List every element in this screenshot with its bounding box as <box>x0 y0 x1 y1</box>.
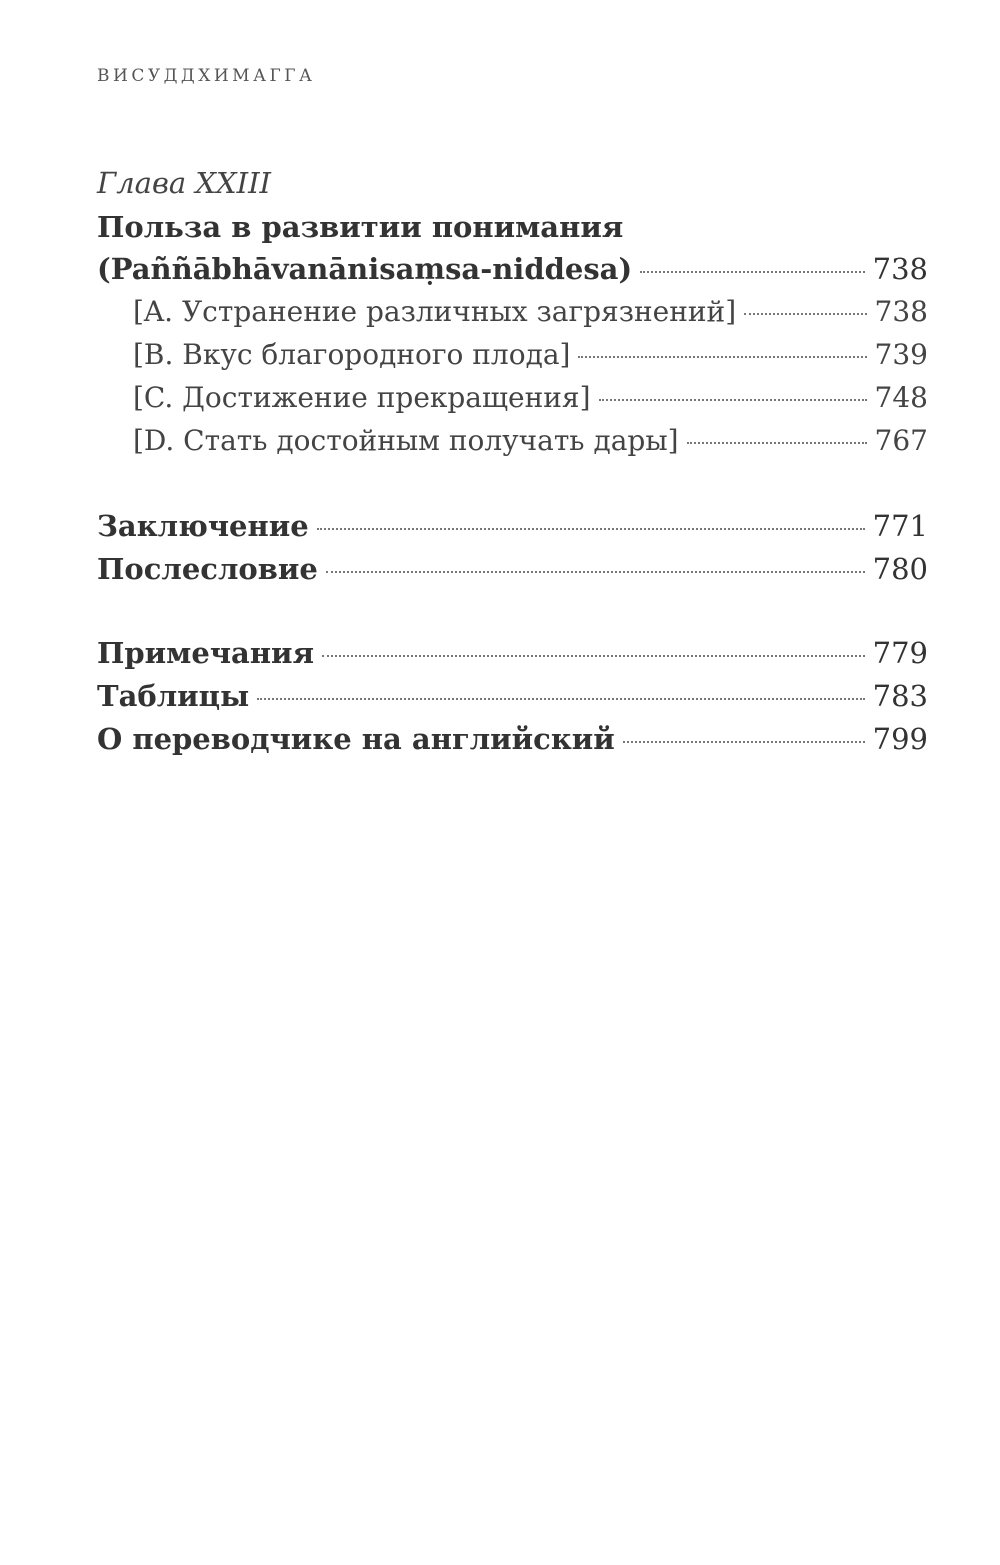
toc-entry-label: Таблицы <box>97 679 250 713</box>
toc-page-number: 739 <box>874 338 928 371</box>
toc-page-number: 771 <box>872 509 928 543</box>
toc-entry-label: [A. Устранение различных загрязнений] <box>133 295 737 328</box>
toc-entry-tables[interactable] <box>97 679 928 719</box>
toc-page-number: 780 <box>872 552 928 586</box>
toc-entry-afterword[interactable] <box>97 552 928 592</box>
toc-entry-label: Примечания <box>97 636 314 670</box>
chapter-title: Польза в развитии понимания <box>97 210 624 244</box>
dot-leader <box>257 698 864 700</box>
toc-entry-section-b[interactable] <box>133 338 928 378</box>
toc-entry-chapter-pali[interactable] <box>97 252 928 292</box>
dot-leader <box>744 313 866 315</box>
toc-entry-section-d[interactable] <box>133 424 928 464</box>
dot-leader <box>322 655 865 657</box>
toc-entry-label: [B. Вкус благородного плода] <box>133 338 571 371</box>
dot-leader <box>326 571 865 573</box>
dot-leader <box>623 741 865 743</box>
toc-page-number: 783 <box>872 679 928 713</box>
chapter-label: Глава XXIII <box>97 166 271 200</box>
dot-leader <box>578 356 866 358</box>
toc-entry-label: [D. Стать достойным получать дары] <box>133 424 679 457</box>
toc-entry-label: [C. Достижение прекращения] <box>133 381 591 414</box>
toc-page-number: 779 <box>872 636 928 670</box>
dot-leader <box>687 442 867 444</box>
toc-entry-label: Послесловие <box>97 552 318 586</box>
toc-entry-label: О переводчике на английский <box>97 722 615 756</box>
toc-entry-section-c[interactable] <box>133 381 928 421</box>
running-head: ВИСУДДХИМАГГА <box>97 66 316 86</box>
toc-entry-notes[interactable] <box>97 636 928 676</box>
toc-page-number: 738 <box>872 252 928 286</box>
toc-page-number: 738 <box>874 295 928 328</box>
toc-page-number: 767 <box>874 424 928 457</box>
toc-entry-label: Заключение <box>97 509 309 543</box>
toc-entry-section-a[interactable] <box>133 295 928 335</box>
dot-leader <box>599 399 867 401</box>
dot-leader <box>640 271 864 273</box>
toc-page-number: 799 <box>872 722 928 756</box>
dot-leader <box>317 528 865 530</box>
toc-entry-label: (Paññābhāvanānisaṃsa-niddesa) <box>97 252 633 286</box>
toc-entry-translator[interactable] <box>97 722 928 762</box>
toc-page-number: 748 <box>874 381 928 414</box>
toc-entry-conclusion[interactable] <box>97 509 928 549</box>
